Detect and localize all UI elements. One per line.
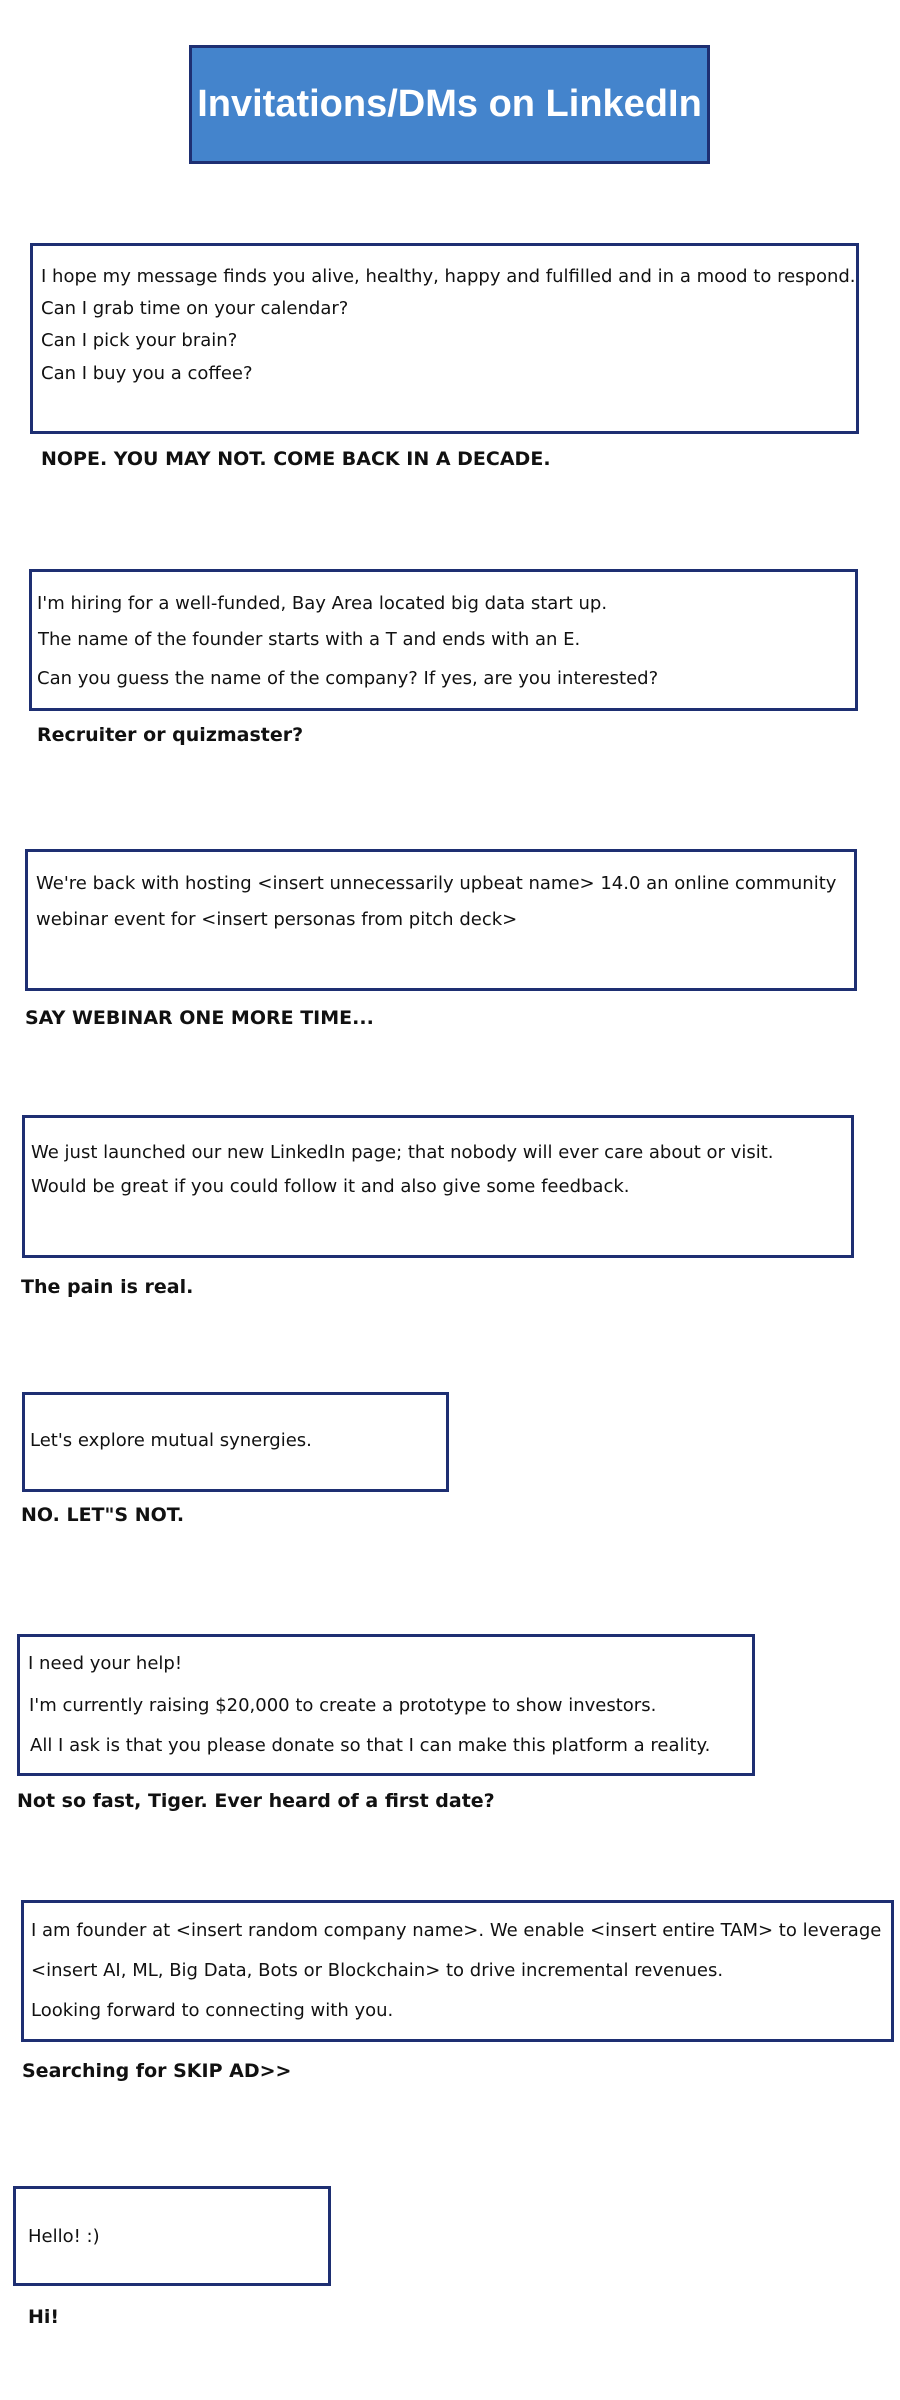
message-line: Hello! :) [28,2226,100,2247]
message-line: I am founder at <insert random company name>. We enable <insert entire TAM> to leverage [31,1920,882,1941]
reply-text-8: Hi! [28,2306,60,2328]
message-line: I hope my message finds you alive, healthy, happy and fulfilled and in a mood to respond. [41,266,856,287]
message-line: Can I grab time on your calendar? [41,298,349,319]
message-line: Can I buy you a coffee? [41,363,253,384]
message-line: The name of the founder starts with a T and ends with an E. [38,629,581,650]
reply-text-4: The pain is real. [21,1276,194,1298]
reply-text-2: Recruiter or quizmaster? [37,724,304,746]
message-line: Can I pick your brain? [41,330,238,351]
message-line: I'm currently raising $20,000 to create a prototype to show investors. [29,1695,657,1716]
message-line: We're back with hosting <insert unnecessarily upbeat name> 14.0 an online community [36,873,837,894]
reply-text-1: NOPE. YOU MAY NOT. COME BACK IN A DECADE. [41,448,551,470]
message-line: I'm hiring for a well-funded, Bay Area located big data start up. [37,593,608,614]
page-title: Invitations/DMs on LinkedIn [197,83,702,125]
reply-text-6: Not so fast, Tiger. Ever heard of a first date? [17,1790,495,1812]
reply-text-7: Searching for SKIP AD>> [22,2060,292,2082]
title-banner [189,45,710,164]
reply-text-3: SAY WEBINAR ONE MORE TIME... [25,1007,374,1029]
message-line: Would be great if you could follow it and also give some feedback. [31,1176,630,1197]
message-line: I need your help! [28,1653,183,1674]
message-line: Can you guess the name of the company? If yes, are you interested? [37,668,659,689]
message-line: Looking forward to connecting with you. [31,2000,394,2021]
message-line: We just launched our new LinkedIn page; that nobody will ever care about or visit. [31,1142,774,1163]
message-line: All I ask is that you please donate so that I can make this platform a reality. [30,1735,711,1756]
message-line: Let's explore mutual synergies. [30,1430,312,1451]
message-line: <insert AI, ML, Big Data, Bots or Blockchain> to drive incremental revenues. [31,1960,724,1981]
reply-text-5: NO. LET"S NOT. [21,1504,185,1526]
message-line: webinar event for <insert personas from pitch deck> [36,909,518,930]
